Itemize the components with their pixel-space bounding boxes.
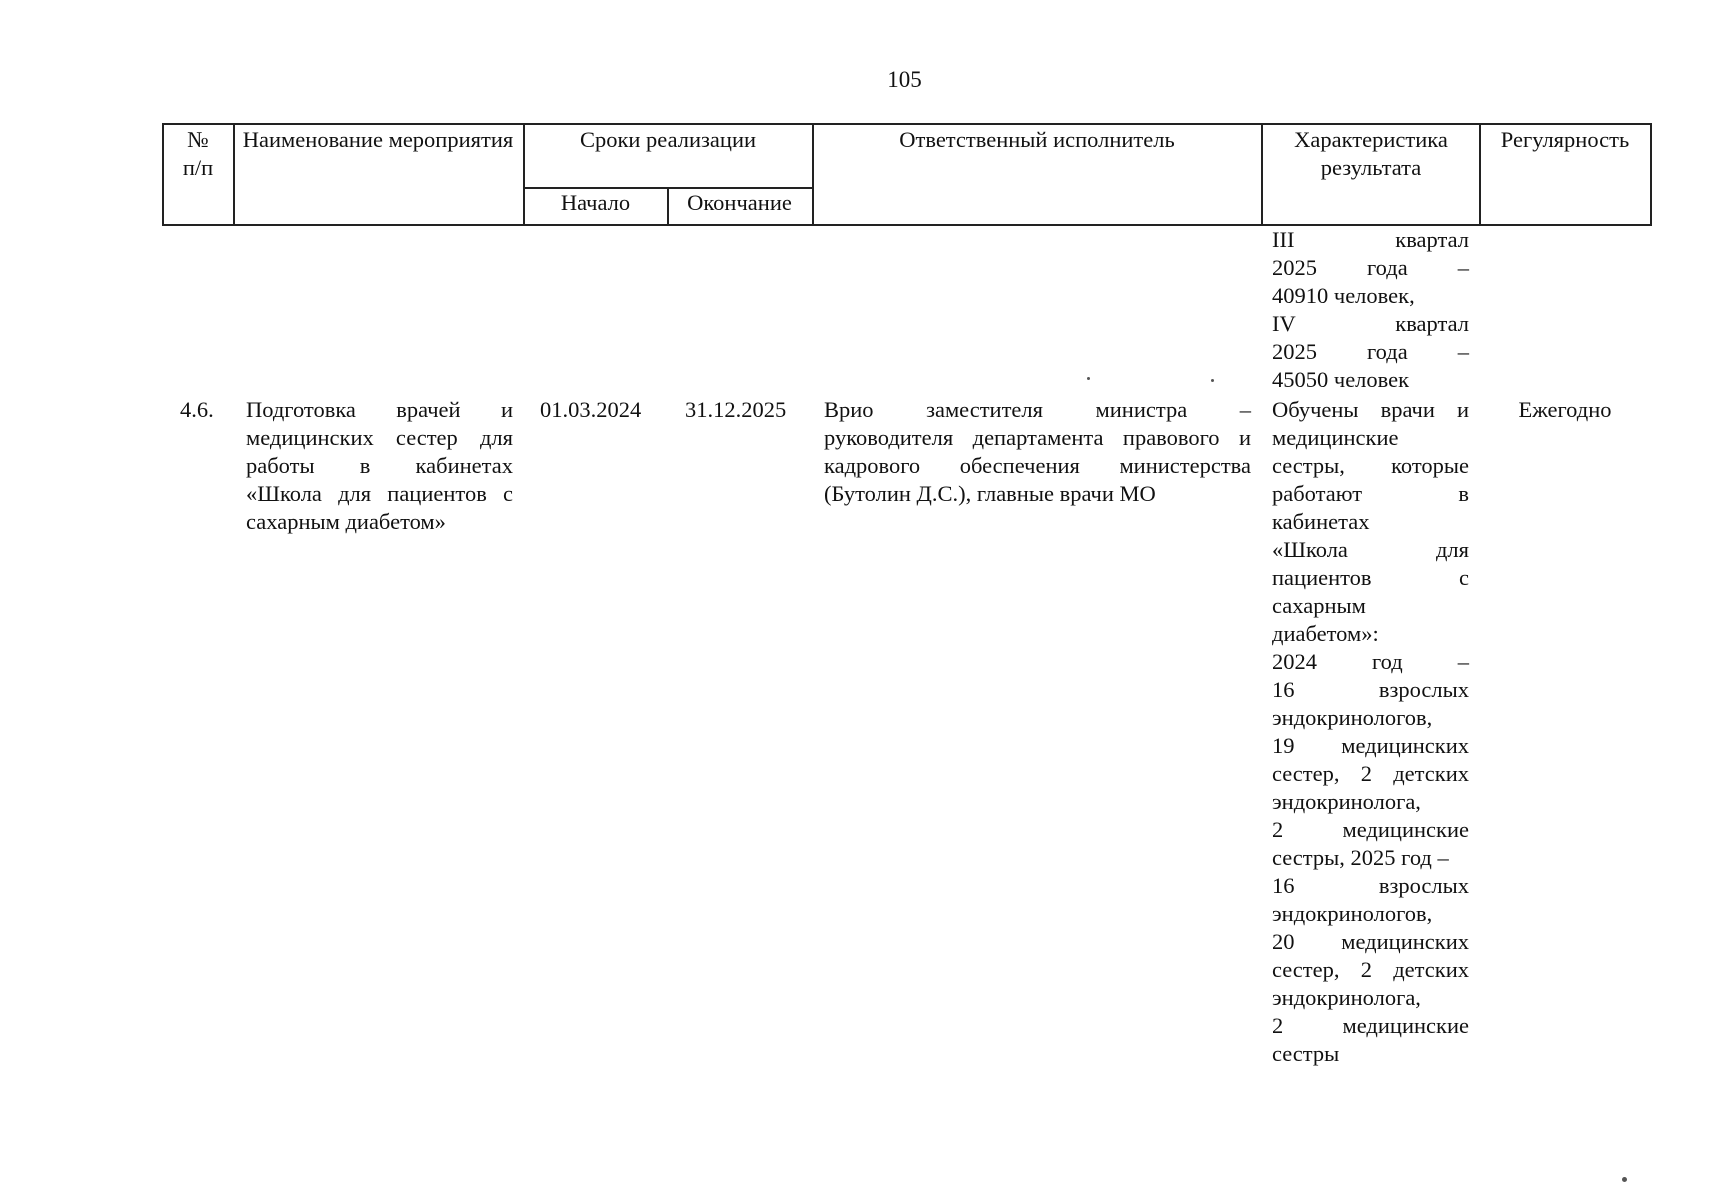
text-line: 2025 года – (1272, 339, 1469, 364)
page-number: 105 (887, 67, 922, 92)
text-line: эндокринолога, (1272, 789, 1421, 814)
header-col-end: Окончание (687, 190, 792, 215)
text-line: IV квартал (1272, 311, 1469, 336)
row-num: 4.6. (180, 397, 214, 422)
header-col-name: Наименование мероприятия (242, 127, 514, 152)
text-line: эндокринолога, (1272, 985, 1421, 1010)
text-line: сестры (1272, 1041, 1340, 1066)
scan-speck (1087, 377, 1090, 380)
col-border (162, 123, 164, 225)
header-top-border (162, 123, 1652, 125)
text-line: 20 медицинских (1272, 929, 1469, 954)
text-line: 16 взрослых (1272, 677, 1469, 702)
header-col-regularity: Регулярность (1500, 127, 1630, 152)
text-line: 2 медицинские (1272, 817, 1469, 842)
row-result (1272, 396, 1469, 1068)
text-line: 2025 года – (1272, 255, 1469, 280)
text-line: диабетом»: (1272, 621, 1379, 646)
header-col-start: Начало (560, 190, 631, 215)
text-line: кабинетах (1272, 509, 1370, 534)
text-line: сахарным (1272, 593, 1366, 618)
text-line: «Школа для (1272, 537, 1469, 562)
scan-speck (1622, 1177, 1627, 1182)
text-line: Врио заместителя министра – (824, 397, 1251, 422)
text-line: медицинские (1272, 425, 1399, 450)
text-line: 16 взрослых (1272, 873, 1469, 898)
text-line: пациентов с (1272, 565, 1469, 590)
text-line: медицинских сестер для (246, 425, 513, 450)
header-col-num: № п/п (182, 127, 214, 180)
text-line: Подготовка врачей и (246, 397, 513, 422)
text-line: работы в кабинетах (246, 453, 513, 478)
header-col-responsible: Ответственный исполнитель (899, 127, 1175, 152)
text-line: сестры, 2025 год – (1272, 845, 1449, 870)
text-line: III квартал (1272, 227, 1469, 252)
text-line: сахарным диабетом» (246, 509, 446, 534)
row-end-date: 31.12.2025 (685, 397, 787, 422)
text-line: Обучены врачи и (1272, 397, 1469, 422)
text-line: сестер, 2 детских (1272, 761, 1469, 786)
text-line: работают в (1272, 481, 1469, 506)
text-line: «Школа для пациентов с (246, 481, 513, 506)
text-line: эндокринологов, (1272, 901, 1433, 926)
text-line: 40910 человек, (1272, 283, 1415, 308)
text-line: сестры, которые (1272, 453, 1469, 478)
text-line: кадрового обеспечения министерства (824, 453, 1251, 478)
row-regularity: Ежегодно (1518, 397, 1612, 422)
header-col-result: Характеристика результата (1294, 127, 1448, 180)
col-border (233, 123, 235, 225)
text-line: эндокринологов, (1272, 705, 1433, 730)
row-start-date: 01.03.2024 (540, 397, 642, 422)
text-line: (Бутолин Д.С.), главные врачи МО (824, 481, 1156, 506)
text-line: сестер, 2 детских (1272, 957, 1469, 982)
row-name (246, 396, 513, 536)
text-line: 2 медицинские (1272, 1013, 1469, 1038)
carryover-result (1272, 226, 1469, 394)
text-line: руководителя департамента правового и (824, 425, 1251, 450)
header-col-terms: Сроки реализации (579, 127, 757, 152)
scan-speck (1211, 379, 1214, 382)
text-line: 45050 человек (1272, 367, 1410, 392)
row-responsible (824, 396, 1251, 508)
text-line: 2024 год – (1272, 649, 1469, 674)
text-line: 19 медицинских (1272, 733, 1469, 758)
